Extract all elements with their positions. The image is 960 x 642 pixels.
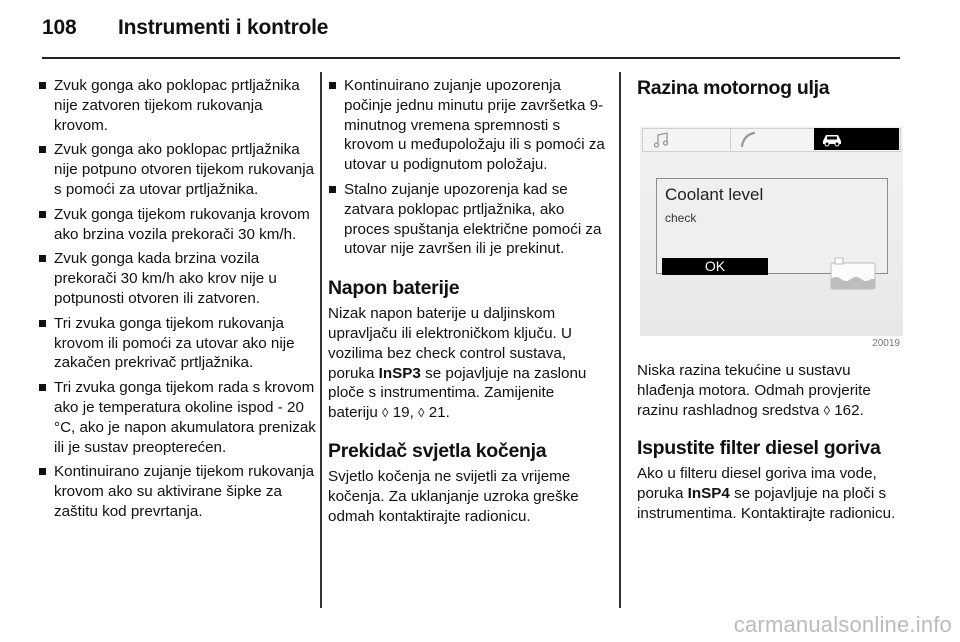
column-2 [328, 76, 608, 526]
coolant-tank-icon [827, 257, 879, 291]
list-item: Kontinuirano zujanje upozorenja počinje jednu minutu prije završetka 9-minutnog vremena spremnosti s krovom u međupoložaju ili s pomoći za utovar u podignutom položaju. [328, 76, 608, 175]
ok-button: OK [662, 258, 768, 275]
list-item: Zvuk gonga kada brzina vozila prekorači 30 km/h ako krov nije u potpunosti otvoren ili zatvoren. [38, 249, 316, 308]
display-subtitle: check [665, 211, 697, 225]
column-3 [637, 76, 907, 524]
bullet-square-icon [329, 186, 336, 193]
watermark: carmanualsonline.info [733, 612, 952, 637]
chapter-title: Instrumenti i kontrole [118, 16, 329, 39]
car-tab [814, 128, 899, 150]
bullet-square-icon [39, 384, 46, 391]
display-figure [640, 126, 903, 350]
page-ref-icon: ◊ [823, 402, 831, 418]
list-item: Zvuk gonga ako poklopac prtljažnika nije potpuno otvoren tijekom rukovanja s pomoći za utovar prtljažnika. [38, 140, 316, 199]
page-ref-icon: ◊ [418, 405, 425, 421]
bullet-square-icon [39, 320, 46, 327]
battery-text: Nizak napon baterije u daljinskom upravljaču ili elektroničkom ključu. U vozilima bez check control sustava, poruka InSP3 se pojavljuje na zaslonu ploče s instrumentima. Zamijenite bateriju ◊ 19, ◊ 21. [328, 305, 587, 422]
page-ref-icon: ◊ [382, 405, 389, 421]
page-header [42, 16, 328, 40]
oil-text: Niska razina tekućine u sustavu hlađenja motora. Odmah provjerite razinu rashladnog sredstva ◊ 162. [637, 362, 871, 419]
music-note-icon [652, 130, 672, 150]
oil-heading: Razina motornog ulja [637, 77, 830, 99]
list-item: Kontinuirano zujanje tijekom rukovanja krovom ako su aktivirane šipke za zaštitu kod prevrtanja. [38, 462, 316, 521]
brake-heading: Prekidač svjetla kočenja [328, 439, 547, 462]
list-item: Tri zvuka gonga tijekom rukovanja krovom ili pomoći za utovar ako nije zakačen prekrivač prtljažnika. [38, 314, 316, 373]
figure-code: 20019 [872, 338, 900, 350]
column-divider-2 [619, 72, 621, 608]
column-1 [38, 76, 316, 527]
bullet-square-icon [39, 255, 46, 262]
brake-text: Svjetlo kočenja ne svijetli za vrijeme kočenja. Za uklanjanje uzroka greške odmah kontaktirajte radionicu. [328, 467, 579, 525]
bullet-square-icon [39, 82, 46, 89]
filter-text: Ako u filteru diesel goriva ima vode, poruka InSP4 se pojavljuje na ploči s instrumentima. Kontaktirajte radionicu. [637, 465, 896, 522]
battery-heading: Napon baterije [328, 277, 460, 300]
phone-icon [738, 129, 758, 149]
bullet-square-icon [39, 146, 46, 153]
message-code: InSP3 [378, 364, 421, 382]
col2-bullet-list [328, 76, 608, 259]
filter-heading: Ispustite filter diesel goriva [637, 437, 881, 460]
col1-bullet-list [38, 76, 316, 522]
list-item: Zvuk gonga tijekom rukovanja krovom ako brzina vozila prekorači 30 km/h. [38, 205, 316, 245]
bullet-square-icon [39, 211, 46, 218]
music-tab [644, 128, 731, 150]
display-title: Coolant level [665, 185, 764, 204]
page-number: 108 [42, 16, 77, 39]
phone-tab [730, 128, 815, 150]
car-icon [820, 130, 844, 148]
message-code: InSP4 [687, 485, 730, 503]
list-item: Zvuk gonga ako poklopac prtljažnika nije zatvoren tijekom rukovanja krovom. [38, 76, 316, 135]
bullet-square-icon [39, 468, 46, 475]
column-divider-1 [320, 72, 322, 608]
list-item: Stalno zujanje upozorenja kad se zatvara poklopac prtljažnika, ako proces spuštanja električne pomoći za utovar nije završen ili je prekinut. [328, 180, 608, 259]
header-rule [42, 57, 900, 59]
bullet-square-icon [329, 82, 336, 89]
list-item: Tri zvuka gonga tijekom rada s krovom ako je temperatura okoline ispod - 20 °C, ako je napon akumulatora prenizak ili je sustav preopterećen. [38, 378, 316, 457]
